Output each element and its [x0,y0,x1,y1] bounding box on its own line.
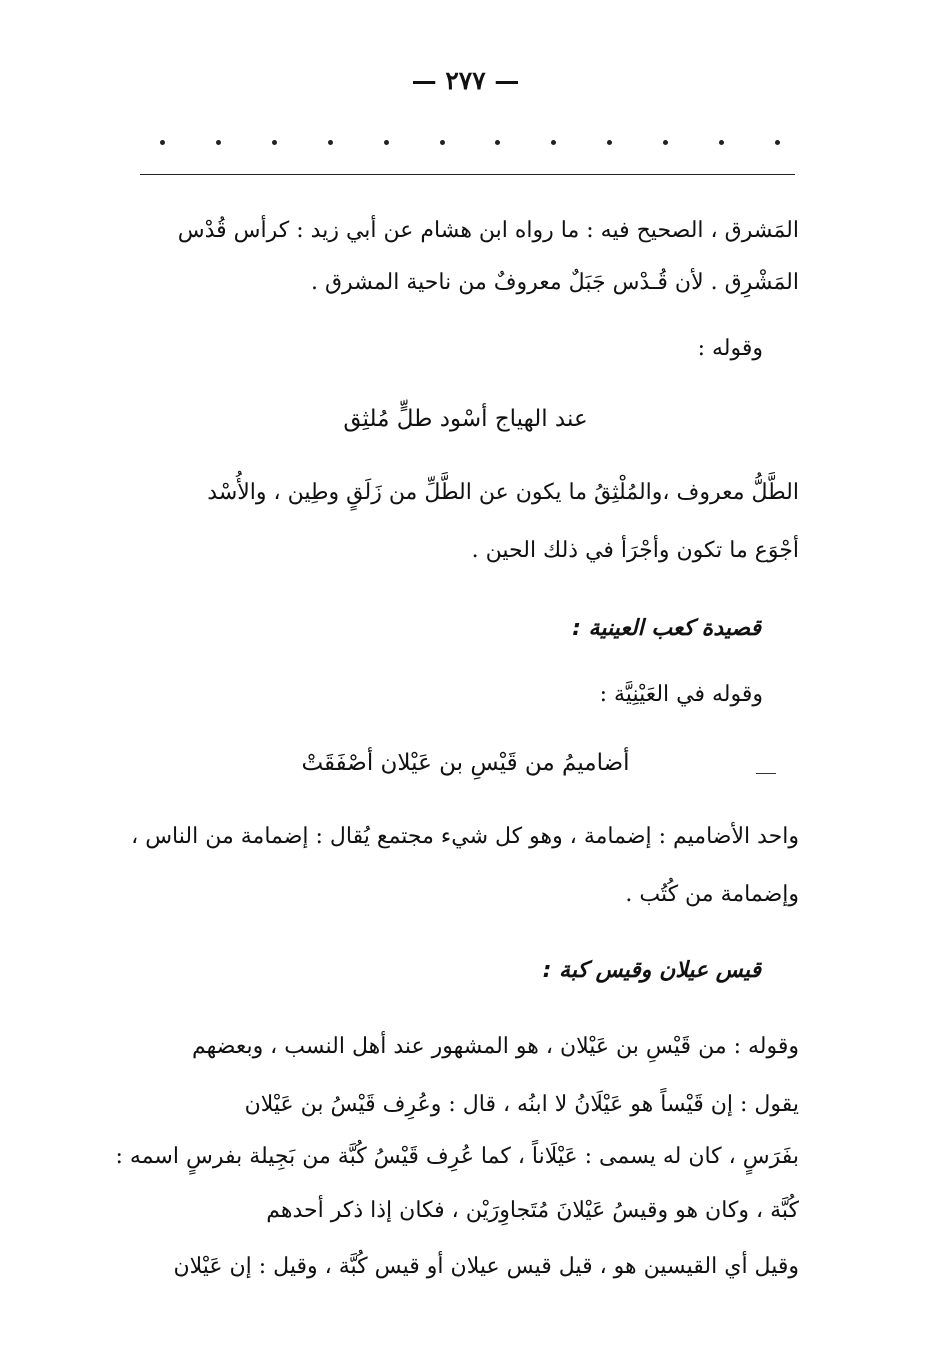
header-rule [140,174,795,175]
text-line: الطَّلُّ معروف ،والمُلْثِقُ ما يكون عن الطَّلِّ من زَلَقٍ وطِين ، والأُسْد [207,480,799,505]
section-heading: قصيدة كعب العينية : [572,616,761,641]
text-line: يقول : إن قَيْساً هو عَيْلَانُ لا ابنُه ، قال : وعُرِف قَيْسُ بن عَيْلان [244,1092,799,1117]
text-line: أجْوَع ما تكون وأجْرَأ في ذلك الحين . [471,538,799,563]
header-dot-ornament [160,140,780,145]
text-line: كُبَّة ، وكان هو وقيسُ عَيْلانَ مُتَجاوِرَيْن ، فكان إذا ذكر أحدهم [266,1198,799,1223]
page-number: — ٢٧٧ — [411,66,520,95]
text-line: المَشرق ، الصحيح فيه : ما رواه ابن هشام عن أبي زيد : كرأس قُدْس [177,218,799,243]
verse-line: عند الهياج أسْود طلٍّ مُلثِق [343,406,588,432]
verse-line: أضاميمُ من قَيْسِ بن عَيْلان أصْفَقَتْ [301,750,630,776]
verse-intro: وقوله : [697,336,763,361]
text-line: بفَرَسٍ ، كان له يسمى : عَيْلَاناً ، كما عُرِف قَيْسُ كُبَّة من بَجِيلة بفرسٍ اسمه : [115,1144,799,1169]
section-heading: قيس عيلان وقيس كبة : [542,958,761,983]
text-line: المَشْرِق . لأن قُـدْس جَبَلٌ معروفٌ من ناحية المشرق . [311,270,799,295]
margin-mark [756,773,776,774]
verse-intro: وقوله في العَيْنِيَّة : [599,682,763,707]
text-line: وقوله : من قَيْسِ بن عَيْلان ، هو المشهور عند أهل النسب ، وبعضهم [191,1034,799,1059]
text-line: وإضمامة من كُتُب . [625,882,799,907]
text-line: وقيل أي القيسين هو ، قيل قيس عيلان أو قيس كُبَّة ، وقيل : إن عَيْلان [173,1254,799,1279]
text-line: واحد الأضاميم : إضمامة ، وهو كل شيء مجتمع يُقال : إضمامة من الناس ، [131,824,799,849]
